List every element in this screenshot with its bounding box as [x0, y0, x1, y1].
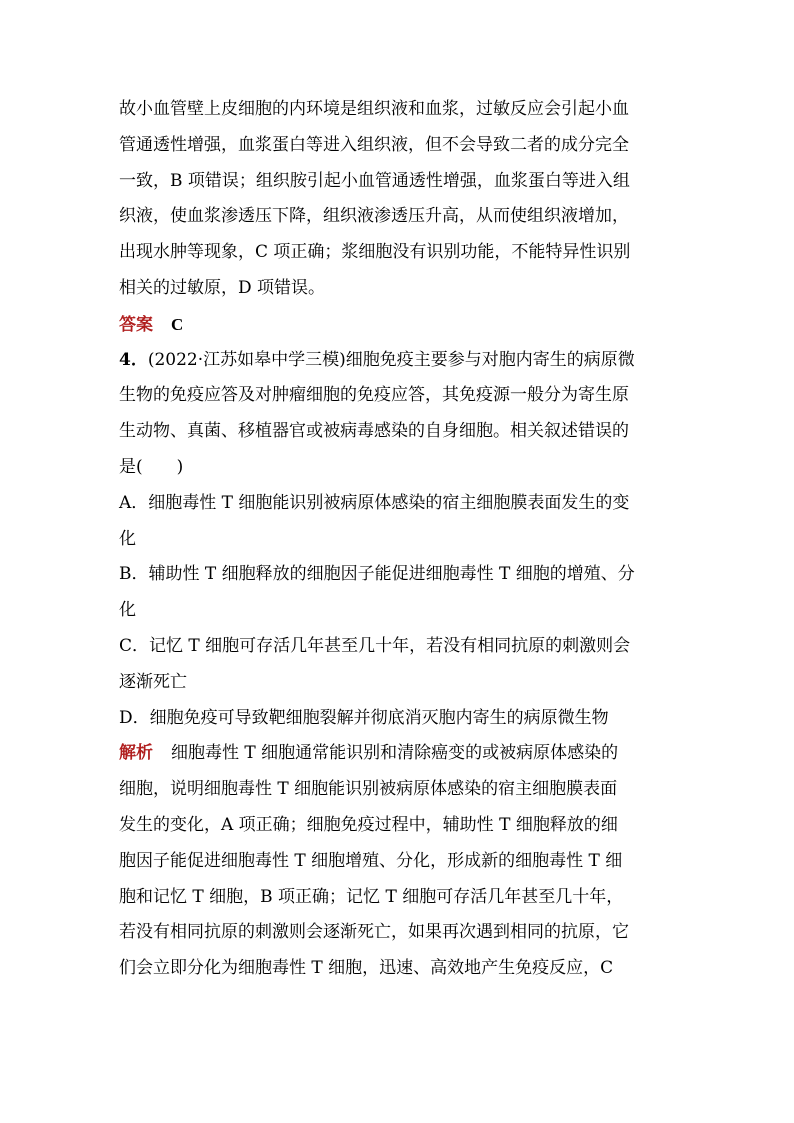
analysis-first-line [119, 736, 679, 772]
analysis-line: 胞因子能促进细胞毒性 T 细胞增殖、分化，形成新的细胞毒性 T 细 [119, 850, 623, 871]
text-line: 织液，使血浆渗透压下降，组织液渗透压升高，从而使组织液增加， [119, 206, 629, 227]
previous-analysis [119, 92, 679, 307]
question-stem-line: 生动物、真菌、移植器官或被病毒感染的自身细胞。相关叙述错误的 [119, 421, 629, 442]
option-c [119, 629, 679, 701]
question-number: 4． [119, 349, 148, 370]
option-line: 化 [119, 600, 136, 621]
question-4 [119, 343, 679, 737]
question-stem-line: 是( ) [119, 456, 184, 477]
analysis-line: 胞和记忆 T 细胞，B 项正确；记忆 T 细胞可存活几年甚至几十年， [119, 886, 624, 907]
option-line: 化 [119, 528, 136, 549]
option-line: C．记忆 T 细胞可存活几年甚至几十年，若没有相同抗原的刺激则会 [119, 635, 631, 656]
text-line: 管通透性增强，血浆蛋白等进入组织液，但不会导致二者的成分完全 [119, 134, 629, 155]
option-d [119, 701, 679, 737]
analysis-first-text: 细胞毒性 T 细胞通常能识别和清除癌变的或被病原体感染的 [171, 743, 619, 764]
text-line: 一致，B 项错误；组织胺引起小血管通透性增强，血浆蛋白等进入组 [119, 170, 630, 191]
answer-value: C [171, 314, 184, 334]
option-line: A．细胞毒性 T 细胞能识别被病原体感染的宿主细胞膜表面发生的变 [119, 492, 630, 513]
question-stem-line [119, 343, 679, 379]
option-line: D．细胞免疫可导致靶细胞裂解并彻底消灭胞内寄生的病原微生物 [119, 707, 609, 728]
option-a [119, 486, 679, 558]
question-stem-text: (2022·江苏如皋中学三模)细胞免疫主要参与对胞内寄生的病原微 [147, 349, 635, 370]
option-line: B．辅助性 T 细胞释放的细胞因子能促进细胞毒性 T 细胞的增殖、分 [119, 564, 635, 585]
answer-label: 答案 [119, 314, 153, 335]
option-b [119, 557, 679, 629]
question-stem-line: 生物的免疫应答及对肿瘤细胞的免疫应答，其免疫源一般分为寄生原 [119, 385, 629, 406]
answer-row [119, 307, 679, 343]
text-line: 相关的过敏原，D 项错误。 [119, 277, 326, 298]
analysis-line: 发生的变化，A 项正确；细胞免疫过程中，辅助性 T 细胞释放的细 [119, 814, 618, 835]
text-line: 故小血管壁上皮细胞的内环境是组织液和血浆，过敏反应会引起小血 [119, 99, 629, 119]
analysis-line: 细胞，说明细胞毒性 T 细胞能识别被病原体感染的宿主细胞膜表面 [119, 779, 618, 800]
analysis-line: 若没有相同抗原的刺激则会逐渐死亡，如果再次遇到相同的抗原，它 [119, 922, 629, 943]
option-line: 逐渐死亡 [119, 671, 187, 692]
document-body [119, 92, 679, 987]
analysis-section [119, 736, 679, 987]
analysis-label: 解析 [119, 743, 153, 764]
text-line: 出现水肿等现象，C 项正确；浆细胞没有识别功能，不能特异性识别 [119, 242, 631, 263]
analysis-line: 们会立即分化为细胞毒性 T 细胞，迅速、高效地产生免疫反应，C [119, 958, 614, 979]
